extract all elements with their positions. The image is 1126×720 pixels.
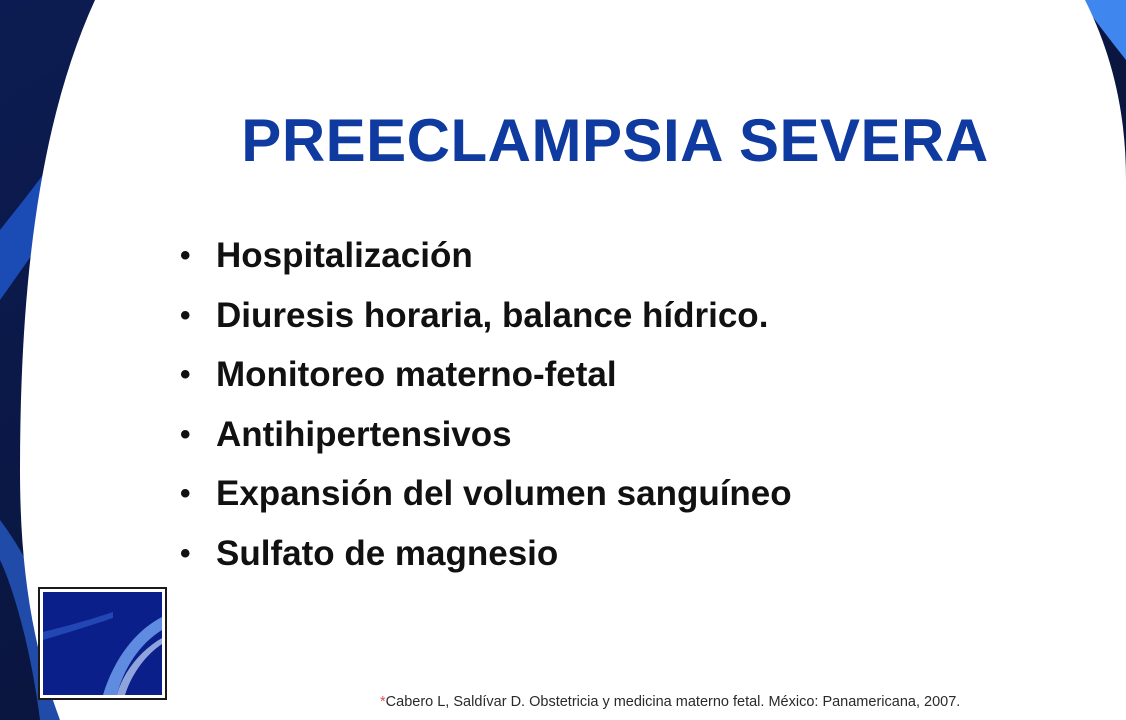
bullet-text: Antihipertensivos [216, 414, 512, 454]
bullet-list [180, 226, 792, 583]
bullet-text: Monitoreo materno-fetal [216, 355, 617, 394]
bullet-item [180, 226, 792, 286]
bullet-text: Hospitalización [216, 236, 473, 275]
citation [380, 694, 1030, 710]
bullet-item [180, 405, 792, 465]
bullet-dot: • [180, 358, 191, 391]
logo [40, 589, 165, 698]
bullet-text: Sulfato de magnesio [216, 533, 559, 573]
logo-swoosh-icon [43, 592, 162, 695]
bullet-item [180, 464, 792, 524]
bullet-dot: • [180, 298, 191, 332]
bullet-dot: • [180, 417, 191, 451]
bullet-item [180, 345, 792, 405]
slide-title: PREECLAMPSIA SEVERA [241, 107, 989, 174]
bullet-dot: • [180, 536, 191, 570]
bullet-dot: • [180, 239, 191, 272]
bullet-item [180, 524, 792, 584]
citation-text: Cabero L, Saldívar D. Obstetricia y medicina materno fetal. México: Panamericana, 2007. [385, 694, 961, 710]
bullet-text: Diuresis horaria, balance hídrico. [216, 295, 769, 335]
bullet-item [180, 286, 792, 346]
bullet-text: Expansión del volumen sanguíneo [216, 474, 792, 513]
bullet-dot: • [180, 477, 191, 510]
citation-marker: * [380, 694, 386, 710]
